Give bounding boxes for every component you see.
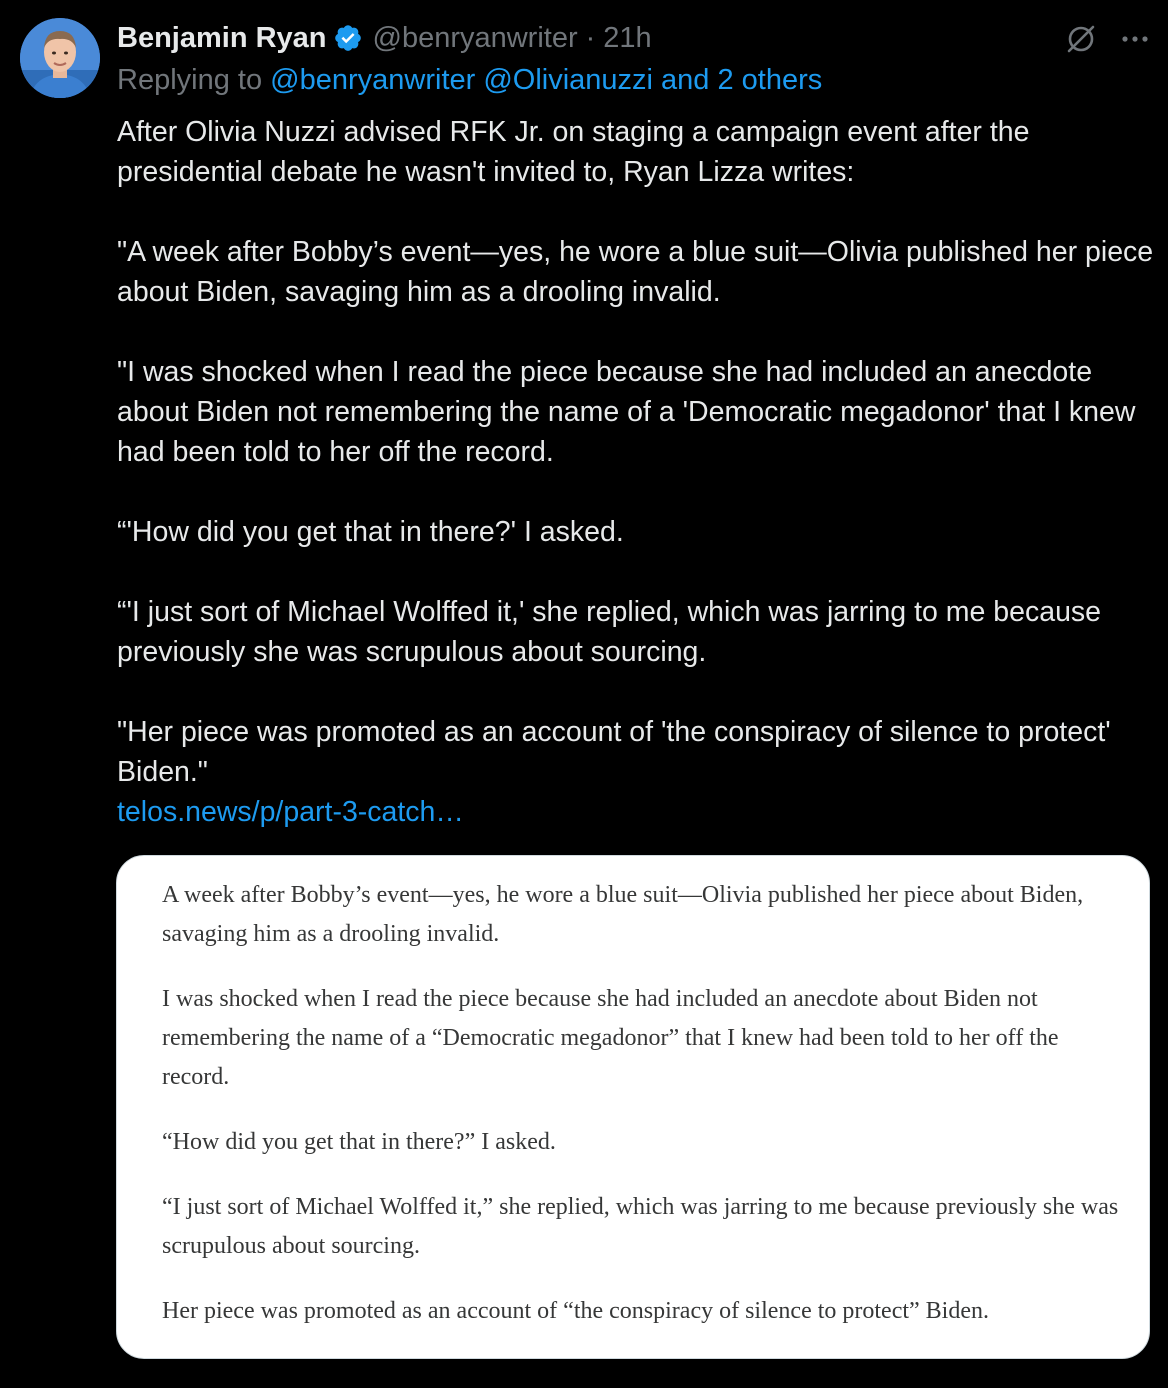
avatar[interactable]	[20, 18, 100, 98]
tweet-paragraph: "I was shocked when I read the piece because she had included an anecdote about Biden not remembering the name of a 'Democratic megadonor' that I knew had been told to her off the record.	[117, 356, 1136, 468]
reply-mentions[interactable]: @benryanwriter @Olivianuzzi and 2 others	[270, 64, 823, 96]
author-handle[interactable]: @benryanwriter	[372, 21, 578, 54]
tweet-paragraph: “'How did you get that in there?' I asked.	[117, 516, 624, 548]
separator-dot: ·	[585, 21, 596, 54]
verified-badge-icon[interactable]	[333, 23, 363, 53]
quote-paragraph: “I just sort of Michael Wolffed it,” she replied, which was jarring to me because previously she was scrupulous about sourcing.	[162, 1194, 1119, 1259]
header-actions	[1064, 22, 1150, 61]
tweet-last-paragraph	[117, 712, 1157, 832]
quote-image-text	[162, 876, 1122, 1331]
tweet-paragraph: After Olivia Nuzzi advised RFK Jr. on staging a campaign event after the presidential debate he wasn't invited to, Ryan Lizza writes:	[117, 116, 1030, 188]
tweet-paragraph: "A week after Bobby’s event—yes, he wore a blue suit—Olivia published her piece about Biden, savaging him as a drooling invalid.	[117, 236, 1154, 308]
grok-icon[interactable]	[1064, 22, 1098, 61]
quote-paragraph: “How did you get that in there?” I asked.	[162, 1129, 556, 1155]
quote-paragraph: A week after Bobby’s event—yes, he wore a blue suit—Olivia published her piece about Biden, savaging him as a drooling invalid.	[162, 882, 1084, 947]
quote-image-card[interactable]	[116, 855, 1150, 1359]
author-display-name[interactable]: Benjamin Ryan	[117, 21, 327, 54]
tweet-header	[117, 18, 652, 58]
replying-to	[117, 64, 822, 97]
more-icon[interactable]	[1120, 24, 1150, 59]
tweet-body	[117, 112, 1157, 832]
quote-paragraph: Her piece was promoted as an account of “the conspiracy of silence to protect” Biden.	[162, 1298, 990, 1324]
avatar-photo	[20, 18, 100, 98]
tweet-paragraph: “'I just sort of Michael Wolffed it,' she replied, which was jarring to me because previously she was scrupulous about sourcing.	[117, 596, 1102, 668]
quote-paragraph: I was shocked when I read the piece because she had included an anecdote about Biden not remembering the name of a “Democratic megadonor” that I knew had been told to her off the record.	[162, 986, 1059, 1090]
replying-to-prefix: Replying to	[117, 64, 263, 96]
article-link[interactable]: telos.news/p/part-3-catch…	[117, 796, 464, 828]
tweet-paragraph: "Her piece was promoted as an account of 'the conspiracy of silence to protect' Biden."	[117, 716, 1111, 788]
timestamp[interactable]: 21h	[603, 21, 652, 54]
